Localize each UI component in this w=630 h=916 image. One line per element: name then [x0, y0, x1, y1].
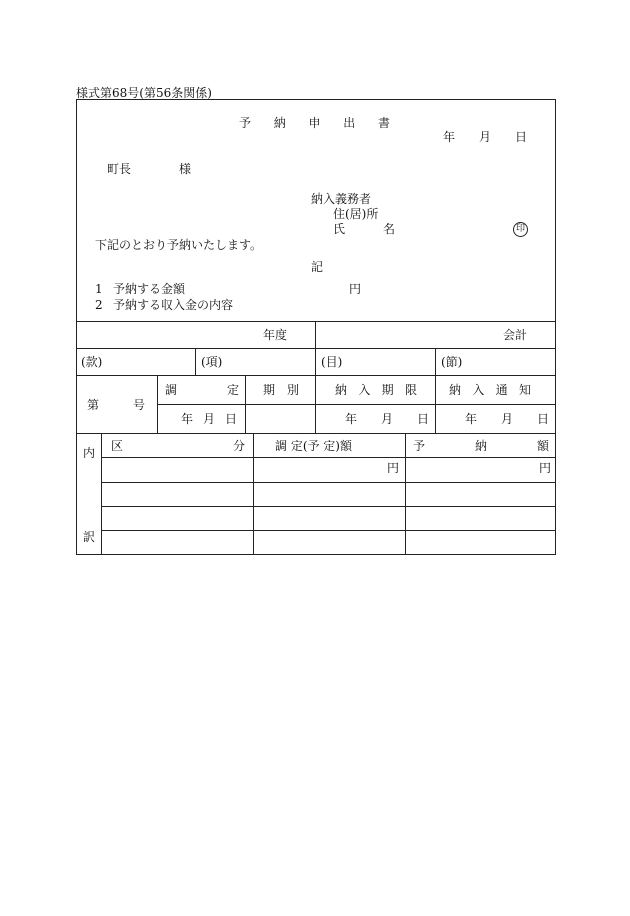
yonou-char: 額 — [536, 439, 549, 453]
name-char: 氏 — [333, 222, 346, 236]
divider — [101, 433, 102, 554]
fiscal-year-label: 年度 — [263, 328, 288, 342]
divider — [77, 321, 555, 322]
divider — [101, 506, 555, 507]
date-day: 日 — [536, 412, 549, 426]
tsuchi-char: 納 — [449, 383, 462, 397]
title-char: 納 — [273, 116, 286, 130]
title-char: 書 — [377, 116, 390, 130]
chotei-label — [165, 383, 239, 397]
deadline-char: 納 — [335, 383, 348, 397]
chotei-char: 調 — [165, 383, 178, 397]
yonou-char: 納 — [474, 439, 487, 453]
address-label: 住(居)所 — [333, 207, 379, 221]
kubun-header — [111, 439, 245, 453]
divider — [195, 348, 196, 375]
yonou-yen-unit: 円 — [539, 461, 552, 475]
obligor-label: 納入義務者 — [311, 192, 372, 206]
date-year: 年 — [345, 412, 358, 426]
date-month: 月 — [380, 412, 393, 426]
divider — [315, 321, 316, 348]
title-char: 申 — [308, 116, 321, 130]
chotei-date — [181, 412, 237, 426]
date-year: 年 — [443, 130, 456, 144]
number-char: 第 — [87, 398, 100, 412]
divider — [435, 375, 436, 433]
deadline-char: 限 — [404, 383, 417, 397]
divider — [315, 348, 316, 375]
divider — [315, 375, 316, 433]
seal-mark: 印 — [513, 222, 528, 237]
ki-heading: 記 — [311, 260, 324, 274]
setsu-label: (節) — [441, 355, 463, 369]
notice-date — [465, 412, 549, 426]
tsuchi-label — [449, 383, 531, 397]
name-char: 名 — [382, 222, 395, 236]
divider — [77, 433, 555, 434]
chotei-yen-unit: 円 — [387, 461, 400, 475]
divider — [77, 375, 555, 376]
date-year: 年 — [181, 412, 194, 426]
application-form — [76, 99, 556, 555]
date-day: 日 — [224, 412, 237, 426]
item2-label: 予納する収入金の内容 — [113, 298, 234, 312]
divider — [101, 457, 555, 458]
breakdown-side-top: 内 — [83, 446, 96, 460]
title-char: 予 — [239, 116, 252, 130]
addressee-prefix: 町長 — [107, 162, 132, 176]
name-label — [333, 222, 395, 236]
item2-number: 2 — [95, 298, 103, 312]
form-title — [239, 116, 390, 130]
title-char: 出 — [343, 116, 356, 130]
divider — [245, 375, 246, 433]
divider — [253, 433, 254, 554]
account-label: 会計 — [503, 328, 528, 342]
tsuchi-char: 知 — [518, 383, 531, 397]
application-date — [443, 130, 527, 144]
kibetsu-char: 期 — [263, 383, 276, 397]
kubun-char: 区 — [111, 439, 124, 453]
item1-unit: 円 — [349, 282, 362, 296]
chotei-amount-header: 調 定(予 定)額 — [275, 439, 352, 453]
date-day: 日 — [416, 412, 429, 426]
divider — [101, 530, 555, 531]
date-month: 月 — [500, 412, 513, 426]
divider — [405, 433, 406, 554]
number-char: 号 — [132, 398, 145, 412]
divider — [101, 482, 555, 483]
divider — [157, 375, 158, 433]
divider — [435, 348, 436, 375]
deadline-label — [335, 383, 417, 397]
yonou-amount-header — [413, 439, 549, 453]
item1-number: 1 — [95, 282, 103, 296]
yonou-char: 予 — [413, 439, 426, 453]
kou-label: (項) — [201, 355, 223, 369]
form-number: 様式第68号(第56条関係) — [76, 86, 212, 100]
date-month: 月 — [478, 130, 491, 144]
tsuchi-char: 入 — [472, 383, 485, 397]
addressee-suffix: 様 — [179, 162, 192, 176]
breakdown-side-bottom: 訳 — [83, 530, 96, 544]
chotei-char: 定 — [226, 383, 239, 397]
divider — [77, 348, 555, 349]
date-month: 月 — [202, 412, 215, 426]
kubun-char: 分 — [232, 439, 245, 453]
deadline-char: 入 — [358, 383, 371, 397]
kan-label: (款) — [81, 355, 103, 369]
tsuchi-char: 通 — [495, 383, 508, 397]
number-label — [87, 398, 145, 412]
date-day: 日 — [514, 130, 527, 144]
date-year: 年 — [465, 412, 478, 426]
item1-label: 予納する金額 — [113, 282, 186, 296]
statement: 下記のとおり予納いたします。 — [95, 238, 263, 252]
kibetsu-char: 別 — [286, 383, 299, 397]
deadline-char: 期 — [381, 383, 394, 397]
deadline-date — [345, 412, 429, 426]
divider — [157, 404, 555, 405]
moku-label: (目) — [321, 355, 343, 369]
kibetsu-label — [263, 383, 299, 397]
